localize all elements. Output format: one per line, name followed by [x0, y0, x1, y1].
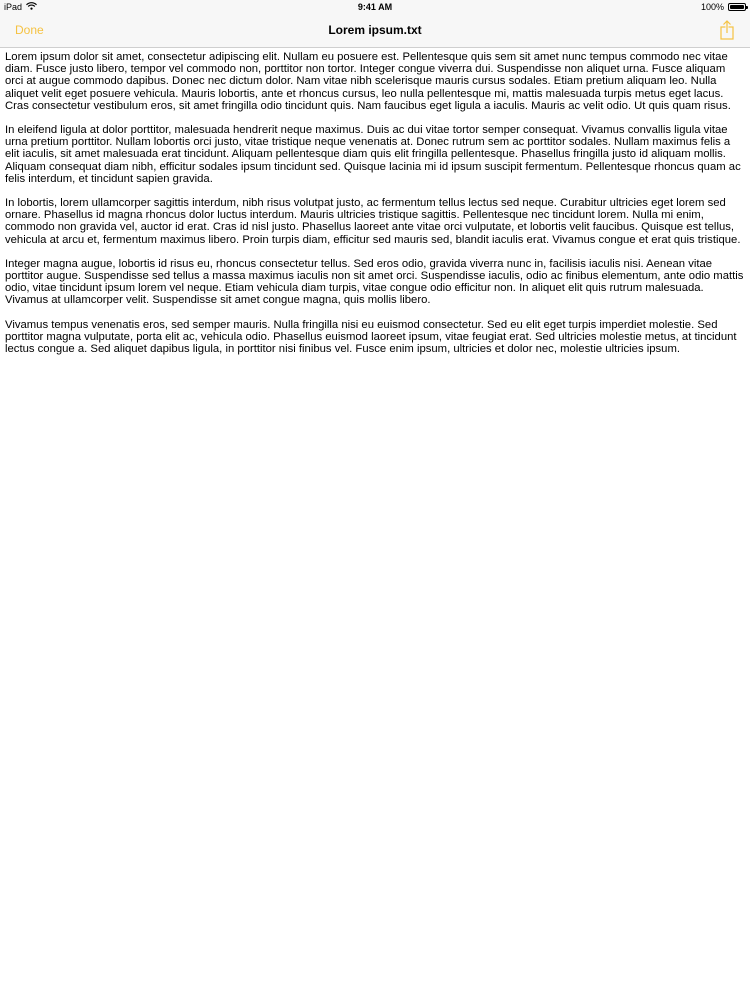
page-title: Lorem ipsum.txt: [328, 23, 422, 37]
share-icon: [716, 19, 738, 41]
status-right: [701, 0, 746, 14]
paragraph: In eleifend ligula at dolor porttitor, malesuada hendrerit neque maximus. Duis ac dui vitae tortor semper consequat. Vivamus convallis ligula vitae urna pretium porttitor. Nullam lobortis orci justo, vitae tristique neque venenatis at. Donec rutrum sem ac porttitor sodales. Nullam maximus felis a elit iaculis, sit amet malesuada erat tincidunt. Aliquam pellentesque diam quis elit fringilla pellentesque. Phasellus fringilla justo id aliquam mollis. Aliquam consequat diam nibh, efficitur sodales ipsum tincidunt sed. Quisque lacinia mi id ipsum suscipit fermentum. Pellentesque rhoncus quam ac felis interdum, et tincidunt sapien gravida.: [5, 124, 741, 185]
navigation-bar: [0, 14, 750, 48]
document-text[interactable]: [0, 48, 750, 355]
battery-percent: 100%: [700, 2, 724, 12]
battery-icon: [728, 3, 746, 11]
paragraph: In lobortis, lorem ullamcorper sagittis interdum, nibh risus volutpat justo, ac fermentum tellus lectus sed neque. Curabitur ultricies eget lorem sed ornare. Phasellus id magna rhoncus dolor luctus interdum. Mauris ultricies tristique sagittis. Pellentesque nec tincidunt lorem. Nulla mi enim, commodo non gravida vel, auctor id erat. Cras id nisl justo. Phasellus laoreet ante vitae orci vulputate, et lobortis velit faucibus. Quisque est tellus, vehicula at arcu et, fermentum maximus libero. Proin turpis diam, efficitur sed mauris sed, blandit iaculis erat. Vivamus congue et erat quis tristique.: [5, 197, 741, 246]
status-time: 9:41 AM: [357, 2, 393, 12]
paragraph: Integer magna augue, lobortis id risus eu, rhoncus consectetur tellus. Sed eros odio, gravida viverra nunc in, facilisis iaculis nisi. Aenean vitae porttitor augue. Suspendisse sed tellus a massa maximus iaculis non sit amet orci. Suspendisse iaculis, odio ac finibus elementum, ante odio mattis odio, vitae tincidunt ipsum lorem vel neque. Etiam vehicula diam turpis, vitae congue odio efficitur non. In aliquet elit quis rutrum malesuada. Vivamus at ullamcorper velit. Suspendisse sit amet congue magna, quis mollis libero.: [5, 257, 744, 307]
device-label: iPad: [4, 2, 23, 12]
status-bar: [0, 0, 750, 14]
share-button[interactable]: [716, 19, 738, 41]
done-button[interactable]: Done: [15, 23, 44, 37]
paragraph: Vivamus tempus venenatis eros, sed semper mauris. Nulla fringilla nisi eu euismod consectetur. Sed eu elit eget turpis imperdiet molestie. Sed porttitor magna vulputate, porta elit ac, vehicula odio. Phasellus euismod laoreet ipsum, vitae feugiat erat. Sed ultricies molestie metus, at tincidunt lectus congue a. Sed aliquet dapibus ligula, in porttitor nisi finibus vel. Fusce enim ipsum, ultricies et dolor nec, molestie ultricies ipsum.: [5, 318, 737, 356]
paragraph: Lorem ipsum dolor sit amet, consectetur adipiscing elit. Nullam eu posuere est. Pellentesque quis sem sit amet nunc tempus commodo nec vitae diam. Fusce justo libero, tempor vel commodo non, porttitor non tortor. Integer congue viverra dui. Suspendisse non aliquet urna. Fusce aliquam orci at augue commodo dapibus. Donec nec dictum dolor. Nam vitae nibh scelerisque mauris cursus sodales. Etiam pretium aliquam leo. Nulla aliquet velit eget posuere vehicula. Mauris lobortis, ante et rhoncus cursus, leo nulla pellentesque mi, mattis malesuada turpis metus eget lacus. Cras consectetur vestibulum eros, sit amet fringilla odio tincidunt quis. Nam faucibus eget ligula a iaculis. Mauris ac velit odio. Ut quis quam risus.: [5, 51, 731, 112]
